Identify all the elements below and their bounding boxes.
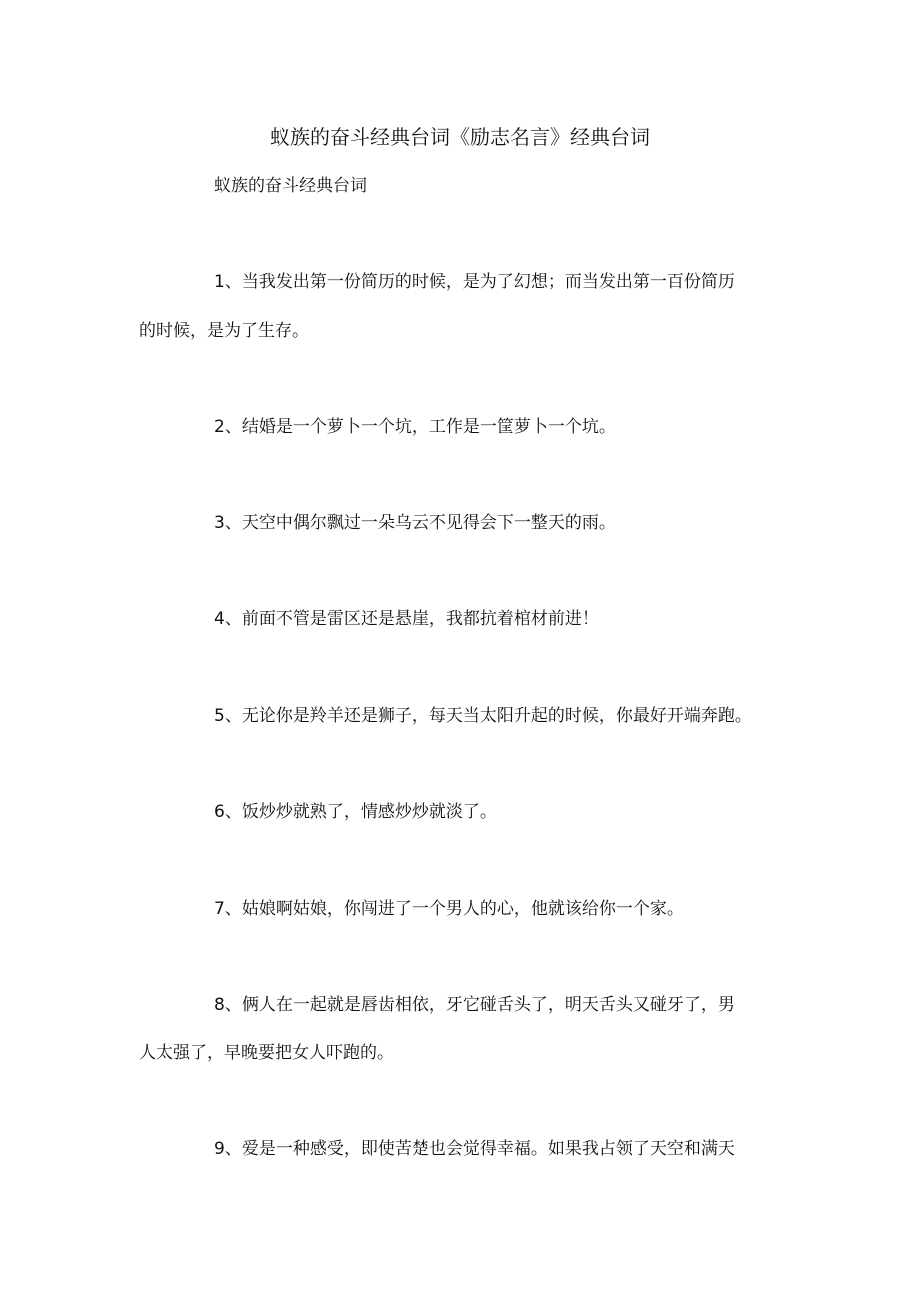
quote-1-line-1: 1、当我发出第一份简历的时候，是为了幻想；而当发出第一百份简历 [214, 272, 735, 292]
quote-9-line-1: 9、爱是一种感受，即使苦楚也会觉得幸福。如果我占领了天空和满天 [214, 1139, 735, 1159]
quote-5: 5、无论你是羚羊还是狮子，每天当太阳升起的时候，你最好开端奔跑。 [214, 706, 752, 726]
quote-8-line-1: 8、俩人在一起就是唇齿相依，牙它碰舌头了，明天舌头又碰牙了，男 [214, 995, 735, 1015]
quote-3: 3、天空中偶尔飘过一朵乌云不见得会下一整天的雨。 [214, 513, 616, 533]
quote-4: 4、前面不管是雷区还是悬崖，我都抗着棺材前进！ [214, 609, 599, 629]
quote-8-line-2: 人太强了，早晚要把女人吓跑的。 [139, 1043, 394, 1063]
quote-1-line-2: 的时候，是为了生存。 [139, 321, 309, 341]
quote-2: 2、结婚是一个萝卜一个坑，工作是一筐萝卜一个坑。 [214, 417, 616, 437]
quote-7: 7、姑娘啊姑娘，你闯进了一个男人的心，他就该给你一个家。 [214, 899, 684, 919]
document-title: 蚁族的奋斗经典台词《励志名言》经典台词 [270, 125, 650, 149]
document-subtitle: 蚁族的奋斗经典台词 [214, 176, 367, 196]
quote-6: 6、饭炒炒就熟了，情感炒炒就淡了。 [214, 802, 497, 822]
